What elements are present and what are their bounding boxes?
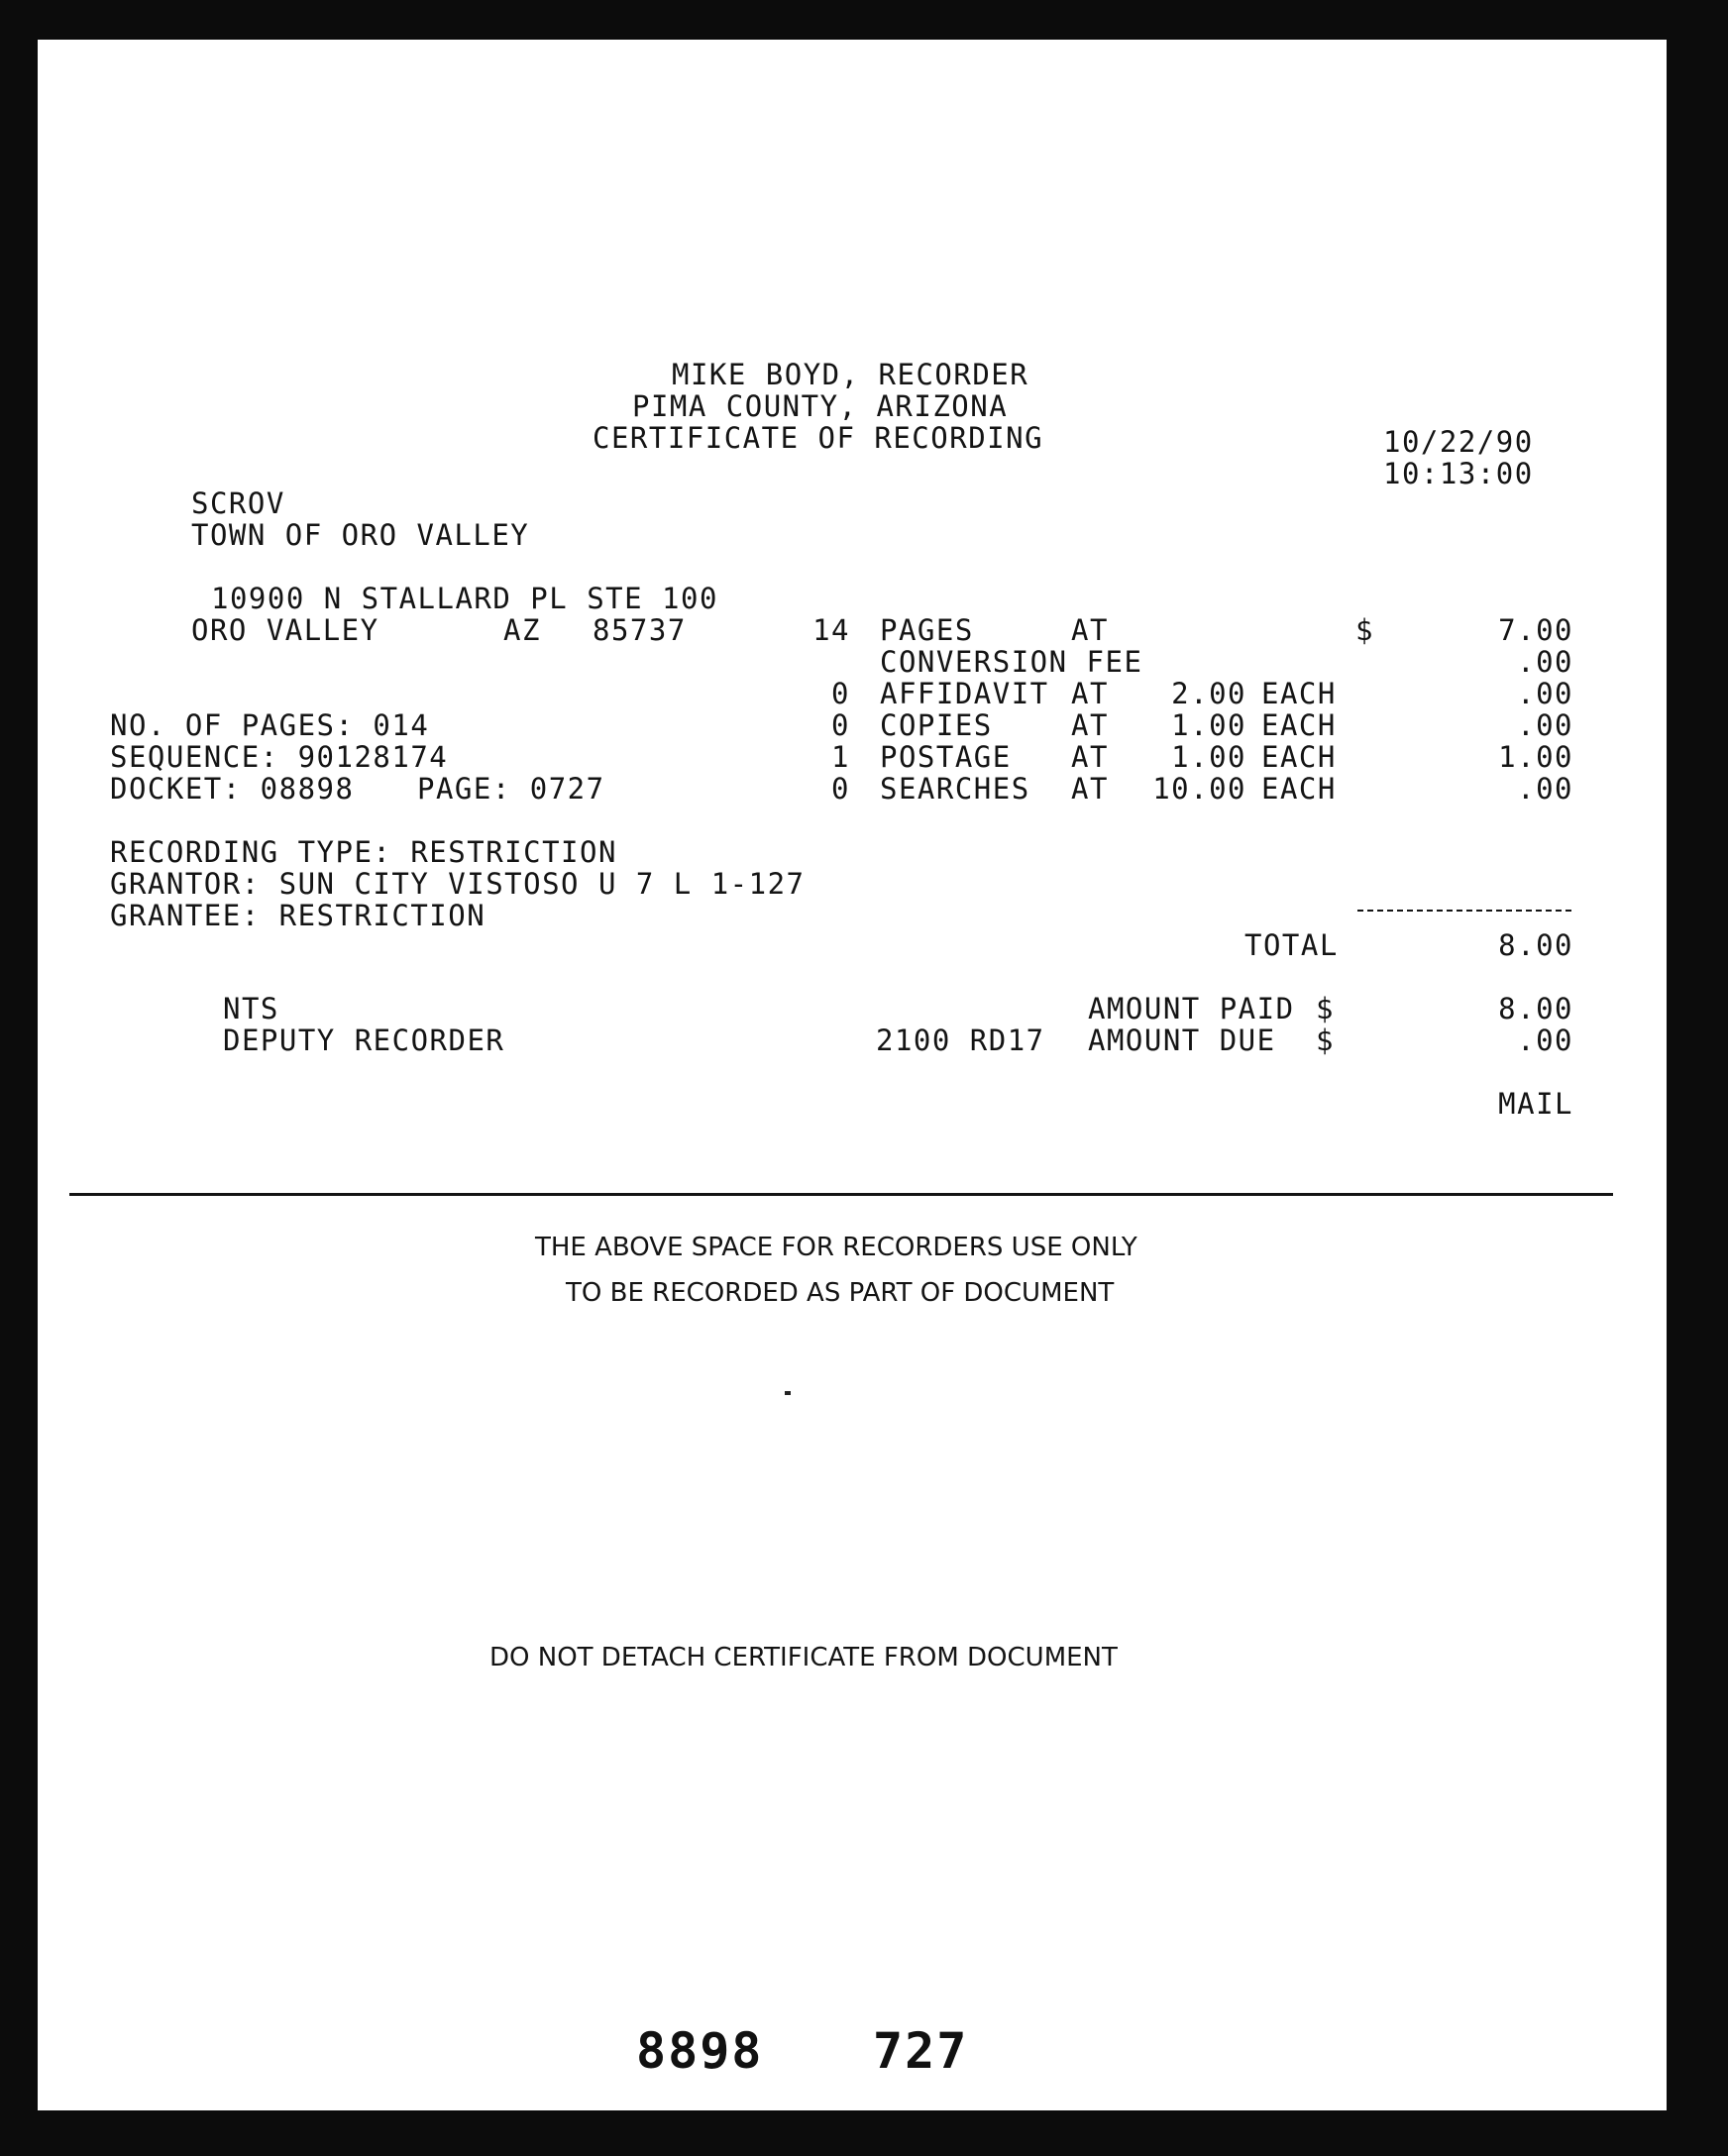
docket-page: PAGE: 0727 — [417, 772, 605, 806]
fee-item: PAGES — [880, 613, 974, 647]
delivery-method: MAIL — [1498, 1087, 1573, 1121]
grantor: GRANTOR: SUN CITY VISTOSO U 7 L 1-127 — [110, 867, 806, 901]
amount-due-label: AMOUNT DUE — [1088, 1024, 1276, 1057]
addressee-state: AZ — [503, 613, 541, 647]
fee-qty: 1 — [831, 740, 850, 774]
fee-amount: 1.00 — [1498, 740, 1573, 774]
fee-amount: .00 — [1517, 772, 1573, 806]
fee-each: EACH — [1261, 772, 1337, 806]
fee-each: EACH — [1261, 677, 1337, 710]
amount-paid-label: AMOUNT PAID — [1088, 992, 1295, 1025]
certificate-title: CERTIFICATE OF RECORDING — [593, 421, 1044, 455]
recording-date: 10/22/90 — [1383, 425, 1534, 459]
clerk-title: DEPUTY RECORDER — [223, 1024, 505, 1057]
fee-amount: .00 — [1517, 708, 1573, 742]
fee-amount: 7.00 — [1498, 613, 1573, 647]
pages-count: NO. OF PAGES: 014 — [110, 708, 430, 742]
total-separator — [1357, 910, 1571, 914]
detach-warning: DO NOT DETACH CERTIFICATE FROM DOCUMENT — [489, 1643, 1118, 1672]
amount-due-value: .00 — [1517, 1024, 1573, 1057]
certificate-page — [38, 40, 1667, 2110]
stamp-docket-number: 8898 — [636, 2022, 764, 2080]
addressee-code: SCROV — [191, 486, 285, 520]
fee-each: EACH — [1261, 740, 1337, 774]
fee-at: AT — [1071, 677, 1109, 710]
fee-at: AT — [1071, 740, 1109, 774]
fee-rate: 10.00 — [1152, 772, 1246, 806]
fee-qty: 0 — [831, 708, 850, 742]
addressee-street: 10900 N STALLARD PL STE 100 — [211, 582, 718, 615]
currency-symbol: $ — [1355, 613, 1374, 647]
fee-amount: .00 — [1517, 645, 1573, 679]
grantee: GRANTEE: RESTRICTION — [110, 899, 486, 932]
fee-at: AT — [1071, 613, 1109, 647]
docket-number: DOCKET: 08898 — [110, 772, 355, 806]
addressee-name: TOWN OF ORO VALLEY — [191, 518, 530, 552]
fee-rate: 1.00 — [1171, 708, 1246, 742]
speck-mark — [785, 1391, 791, 1395]
recorder-space-notice: THE ABOVE SPACE FOR RECORDERS USE ONLY — [535, 1233, 1137, 1262]
fee-qty: 14 — [812, 613, 850, 647]
fee-item: AFFIDAVIT — [880, 677, 1049, 710]
clerk-initials: NTS — [223, 992, 279, 1025]
recorder-space-divider — [69, 1193, 1613, 1196]
total-value: 8.00 — [1498, 928, 1573, 962]
county-name: PIMA COUNTY, ARIZONA — [632, 389, 1009, 423]
recorder-name: MIKE BOYD, RECORDER — [672, 358, 1029, 391]
fee-each: EACH — [1261, 708, 1337, 742]
amount-paid-value: 8.00 — [1498, 992, 1573, 1025]
currency-symbol: $ — [1316, 992, 1335, 1025]
recording-time: 10:13:00 — [1383, 457, 1534, 490]
fee-at: AT — [1071, 708, 1109, 742]
sequence-number: SEQUENCE: 90128174 — [110, 740, 449, 774]
fee-amount: .00 — [1517, 677, 1573, 710]
fee-rate: 1.00 — [1171, 740, 1246, 774]
fee-item: CONVERSION FEE — [880, 645, 1143, 679]
fee-item: POSTAGE — [880, 740, 1012, 774]
stamp-page-number: 727 — [873, 2022, 969, 2080]
fee-item: COPIES — [880, 708, 993, 742]
fee-rate: 2.00 — [1171, 677, 1246, 710]
station-code: 2100 RD17 — [876, 1024, 1045, 1057]
record-part-notice: TO BE RECORDED AS PART OF DOCUMENT — [566, 1278, 1115, 1308]
fee-item: SEARCHES — [880, 772, 1030, 806]
addressee-city: ORO VALLEY — [191, 613, 379, 647]
fee-qty: 0 — [831, 677, 850, 710]
fee-at: AT — [1071, 772, 1109, 806]
currency-symbol: $ — [1316, 1024, 1335, 1057]
addressee-zip: 85737 — [593, 613, 687, 647]
recording-type: RECORDING TYPE: RESTRICTION — [110, 835, 617, 869]
fee-qty: 0 — [831, 772, 850, 806]
total-label: TOTAL — [1244, 928, 1339, 962]
